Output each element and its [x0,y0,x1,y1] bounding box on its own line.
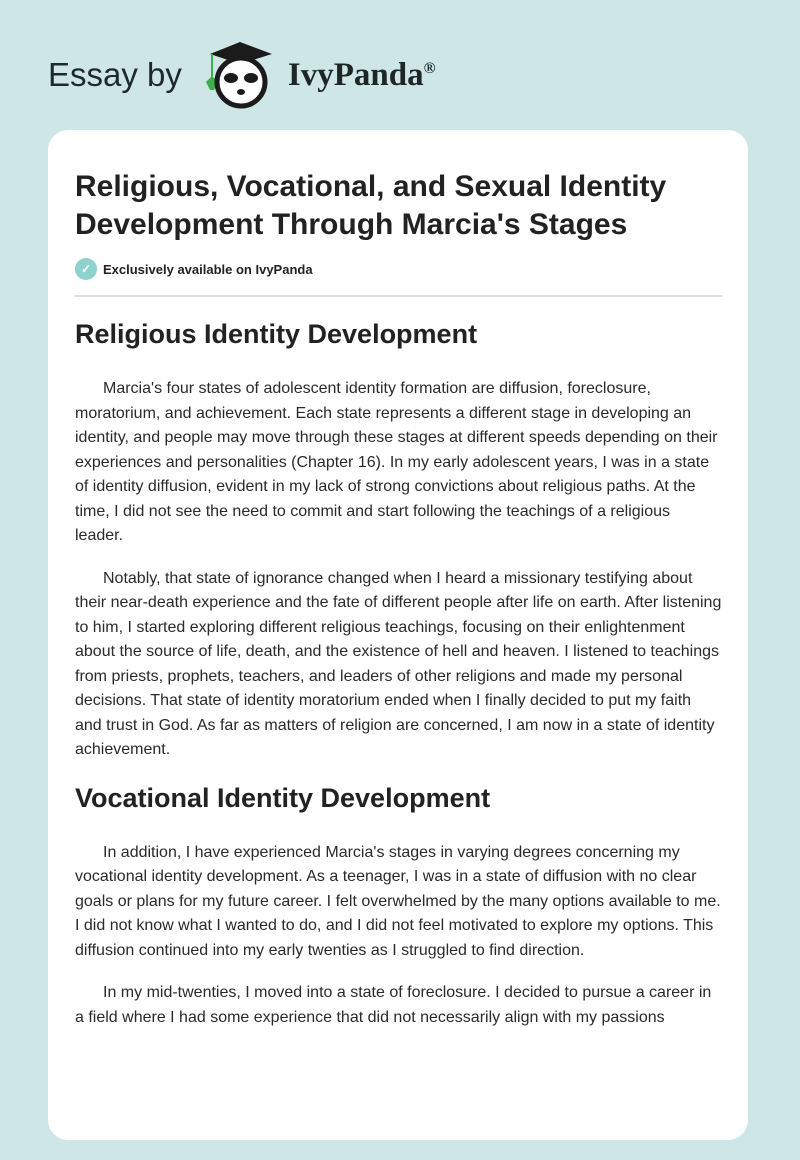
brand-text: IvyPanda [287,56,424,93]
badge-text: Exclusively available on IvyPanda [103,261,313,277]
essay-title: Religious, Vocational, and Sexual Identity Development Through Marcia's Stages [75,170,667,241]
section-heading: Religious Identity Development [75,319,478,349]
paragraph: In my mid-twenties, I moved into a state of foreclosure. I decided to pursue a career in a field where I had some experience that did not necessarily align with my passions [75,984,712,1026]
paragraph: Marcia's four states of adolescent identity formation are diffusion, foreclosure, moratorium, and achievement. Each state represents a different stage in developing an identity, and people may move through these stages at different speeds depending on their experiences and personalities (Chapter 16). In my early adolescent years, I was in a state of identity diffusion, evident in my lack of strong convictions about religious paths. At the time, I did not see the need to commit and start following the teachings of a religious leader. [75,380,718,544]
section-heading: Vocational Identity Development [75,782,491,813]
registered-mark: ® [423,59,436,77]
brand-name [288,57,436,94]
paragraph: Notably, that state of ignorance changed when I heard a missionary testifying about their near-death experience and the fate of different people after life on earth. After listening to him, I started exploring different religious teachings, focusing on their enlightenment about the source of life, death, and the existence of hell and heaven. I listened to teachings from priests, prophets, teachers, and leaders of other religions and made my personal decisions. That state of identity moratorium ended when I finally decided to put my faith and trust in God. As far as matters of religion are concerned, I am now in a state of identity achievement. [75,569,722,758]
essay-card [48,130,748,1140]
brand-header [48,40,436,110]
paragraph: In addition, I have experienced Marcia's stages in varying degrees concerning my vocational identity development. As a teenager, I was in a state of diffusion with no clear goals or plans for my future career. I felt overwhelmed by the many options available to me. I did not know what I wanted to do, and I did not feel motivated to explore my options. This diffusion continued into my early twenties as I struggled to find direction. [75,843,721,959]
panda-logo-icon [200,40,280,110]
exclusive-badge [75,258,722,280]
essay-by-label: Essay by [48,56,182,93]
divider [75,295,722,297]
check-icon: ✓ [75,258,97,280]
